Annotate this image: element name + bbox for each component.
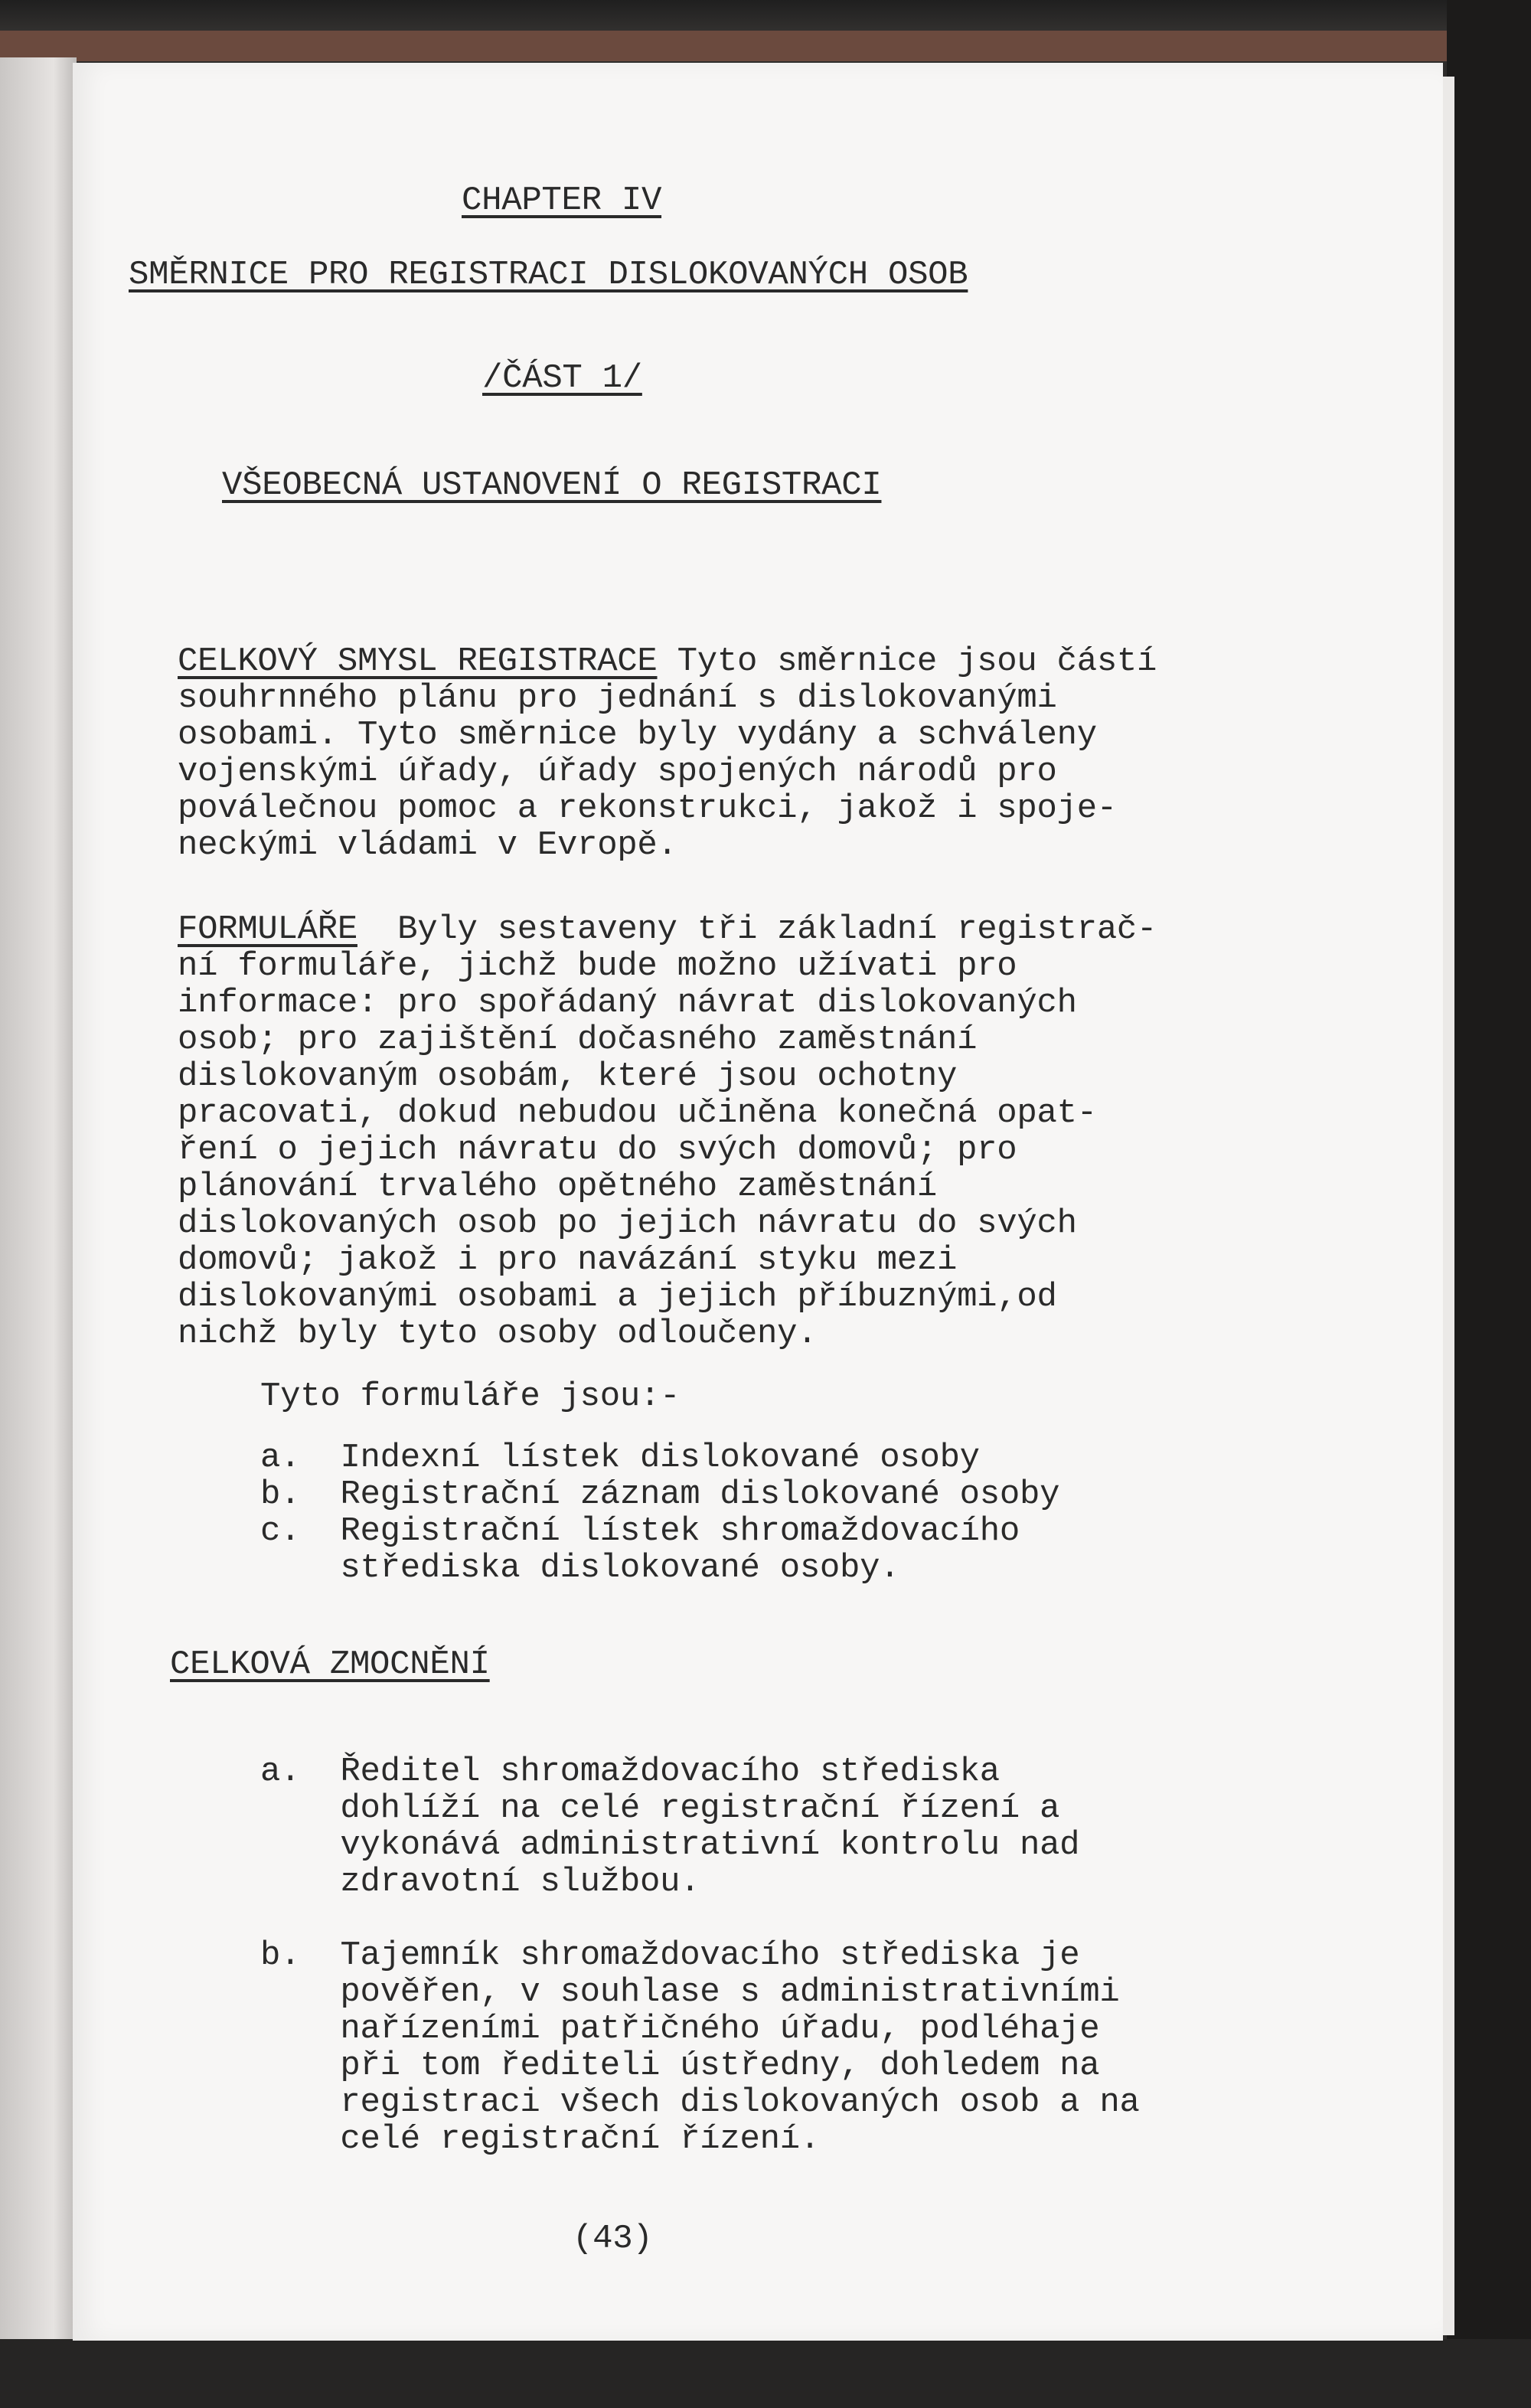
list-item: Registrační záznam dislokované osoby xyxy=(340,1475,1060,1514)
list-item: Tajemník shromaždovacího střediska je xyxy=(340,1936,1080,1975)
paragraph-line: ření o jejich návratu do svých domovů; pro xyxy=(178,1131,1017,1169)
purpose-paragraph xyxy=(178,643,1157,864)
paragraph-line: osobami. Tyto směrnice byly vydány a schváleny xyxy=(178,716,1097,754)
paragraph-line: osob; pro zajištění dočasného zaměstnání xyxy=(178,1021,978,1059)
paragraph-line: souhrnného plánu pro jednání s dislokovanými xyxy=(178,679,1057,717)
list-item: zdravotní službou. xyxy=(340,1863,700,1901)
scanner-background-bottom xyxy=(0,2339,1531,2408)
authority-heading: CELKOVÁ ZMOCNĚNÍ xyxy=(170,1645,490,1684)
paragraph-line: vojenskými úřady, úřady spojených národů pro xyxy=(178,753,1057,791)
paragraph-line: pracovati, dokud nebudou učiněna konečná opat- xyxy=(178,1094,1097,1132)
paragraph-line: dislokovaných osob po jejich návratu do svých xyxy=(178,1204,1077,1243)
list-label: b. xyxy=(260,1936,301,1975)
list-item: Ředitel shromaždovacího střediska xyxy=(340,1753,1000,1791)
paragraph-line: Byly sestaveny tři základní registrač- xyxy=(397,910,1157,949)
forms-paragraph xyxy=(178,911,1157,1352)
list-item: registraci všech dislokovaných osob a na xyxy=(340,2083,1140,2122)
paragraph-line: informace: pro spořádaný návrat dislokovaných xyxy=(178,984,1077,1022)
paragraph-line: plánování trvalého opětného zaměstnání xyxy=(178,1168,937,1206)
forms-intro: Tyto formuláře jsou:- xyxy=(260,1377,681,1416)
paragraph-line: nichž byly tyto osoby odloučeny. xyxy=(178,1315,818,1353)
list-label: a. xyxy=(260,1439,301,1477)
list-item: vykonává administrativní kontrolu nad xyxy=(340,1826,1080,1864)
section-title: VŠEOBECNÁ USTANOVENÍ O REGISTRACI xyxy=(222,466,882,505)
paragraph-line: dislokovaným osobám, které jsou ochotny xyxy=(178,1057,958,1096)
scanner-background-right xyxy=(1447,0,1531,2408)
list-item: při tom řediteli ústředny, dohledem na xyxy=(340,2047,1100,2085)
list-label: c. xyxy=(260,1512,301,1550)
paragraph-line: ní formuláře, jichž bude možno užívati pro xyxy=(178,947,1017,985)
list-label: b. xyxy=(260,1475,301,1514)
paragraph-line: dislokovanými osobami a jejich příbuznými,od xyxy=(178,1278,1057,1316)
list-item: Registrační lístek shromaždovacího xyxy=(340,1512,1020,1550)
paragraph-line: Tyto směrnice jsou částí xyxy=(677,642,1157,681)
forms-heading: FORMULÁŘE xyxy=(178,910,357,949)
authority-item-b xyxy=(260,1937,1140,2158)
paragraph-line: neckými vládami v Evropě. xyxy=(178,826,677,864)
list-item: Indexní lístek dislokované osoby xyxy=(340,1439,980,1477)
list-item: celé registrační řízení. xyxy=(340,2120,820,2158)
paragraph-line: domovů; jakož i pro navázání styku mezi xyxy=(178,1241,958,1279)
paragraph-line: poválečnou pomoc a rekonstrukci, jakož i spoje- xyxy=(178,789,1117,828)
list-item: pověřen, v souhlase s administrativními xyxy=(340,1973,1120,2011)
book-cover-edge xyxy=(0,31,1500,61)
chapter-heading: CHAPTER IV xyxy=(462,181,662,220)
facing-page-edge xyxy=(0,57,77,2347)
document-title: SMĚRNICE PRO REGISTRACI DISLOKOVANÝCH OSOB xyxy=(129,256,968,294)
forms-list xyxy=(260,1439,1059,1586)
list-item: nařízeními patřičného úřadu, podléhaje xyxy=(340,2010,1100,2048)
authority-item-a xyxy=(260,1753,1079,1900)
part-heading: /ČÁST 1/ xyxy=(482,359,642,397)
list-label: a. xyxy=(260,1753,301,1791)
list-item: dohlíží na celé registrační řízení a xyxy=(340,1789,1060,1828)
page-number: (43) xyxy=(573,2220,653,2258)
list-item: střediska dislokované osoby. xyxy=(340,1549,900,1587)
purpose-heading: CELKOVÝ SMYSL REGISTRACE xyxy=(178,642,658,681)
